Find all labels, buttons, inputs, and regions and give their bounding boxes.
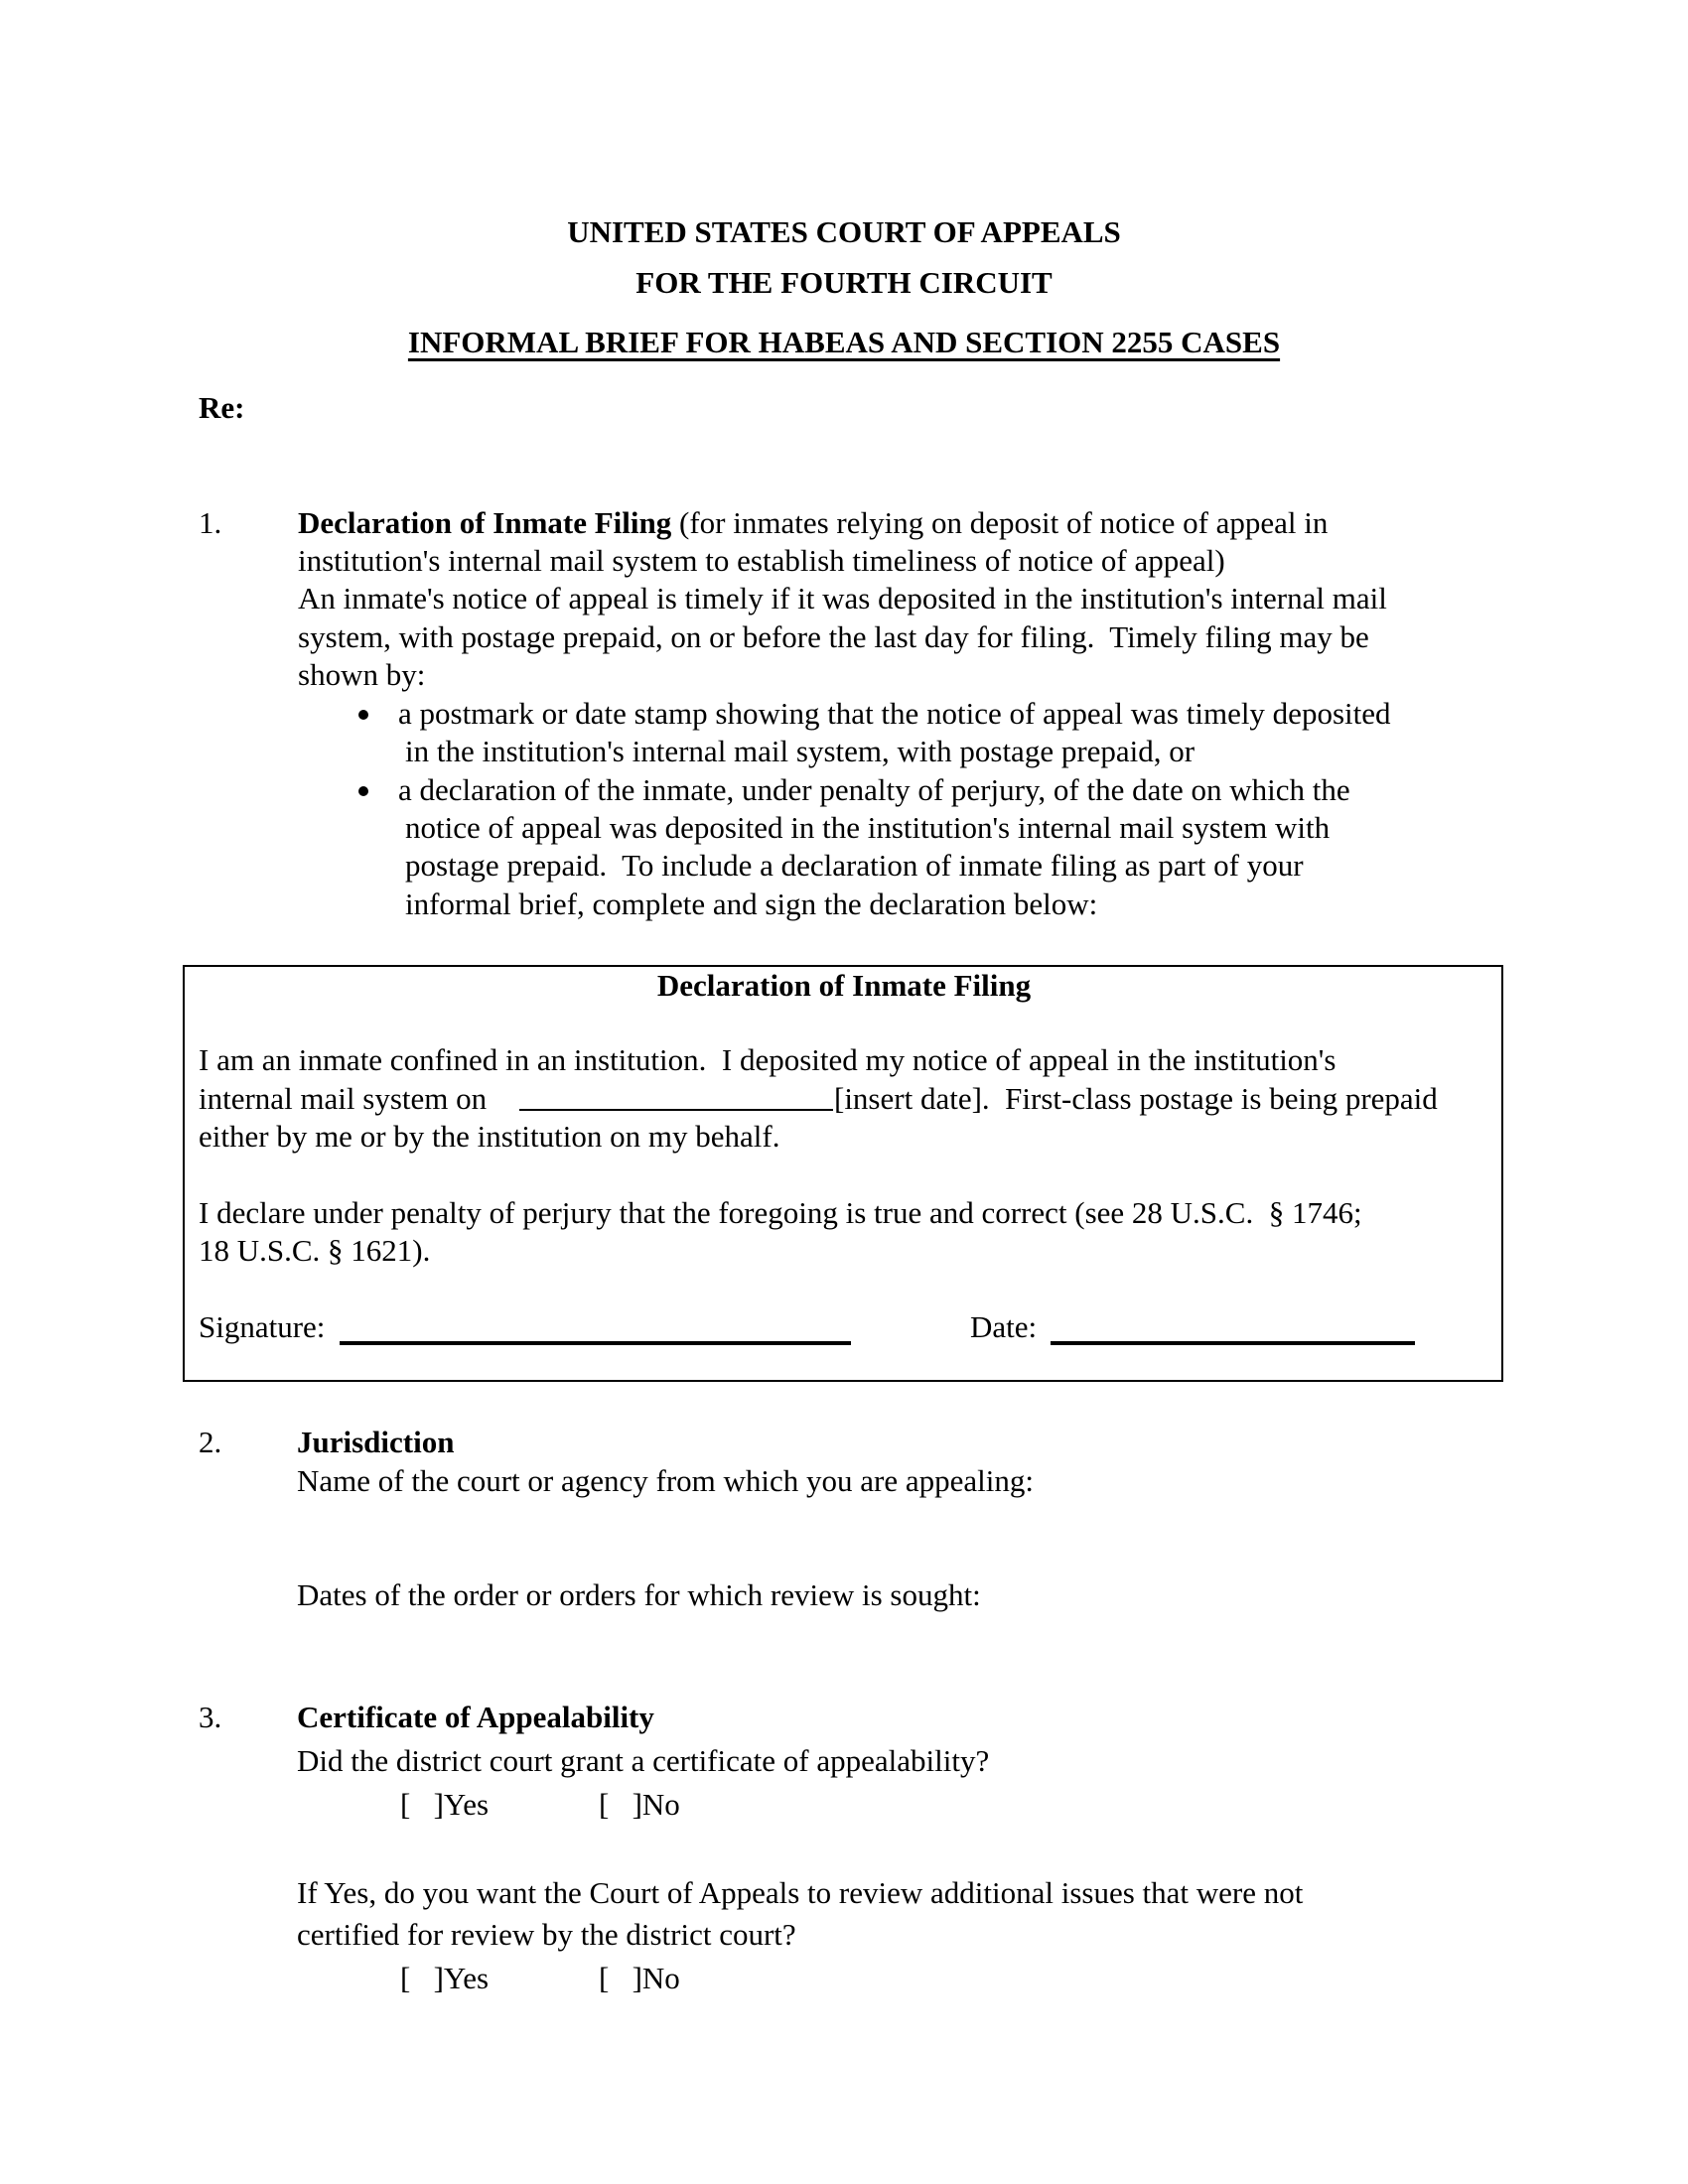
section3-question2-line1: If Yes, do you want the Court of Appeals to review additional issues that were not: [297, 1875, 1304, 1910]
bullet-text: a postmark or date stamp showing that the notice of appeal was timely deposited: [398, 696, 1391, 731]
date-field[interactable]: [1051, 1341, 1415, 1345]
section1-intro-line2: institution's internal mail system to establish timeliness of notice of appeal): [298, 543, 1225, 578]
court-name-line1: UNITED STATES COURT OF APPEALS: [567, 214, 1121, 249]
declaration-para1-line2-start: internal mail system on: [199, 1081, 488, 1116]
coa-granted-no-checkbox[interactable]: [599, 1789, 680, 1820]
section2-title: Jurisdiction: [297, 1425, 455, 1459]
yes-label: Yes: [443, 1787, 490, 1822]
declaration-para2-line1: I declare under penalty of perjury that the foregoing is true and correct (see 28 U.S.C. § 1746;: [199, 1195, 1362, 1230]
bullet-text: postage prepaid. To include a declaration of inmate filing as part of your: [405, 848, 1304, 883]
bullet-text: notice of appeal was deposited in the institution's internal mail system with: [405, 810, 1331, 845]
no-label: No: [641, 1787, 680, 1822]
section1-heading: [298, 507, 1328, 538]
declaration-para1-line3: either by me or by the institution on my behalf.: [199, 1119, 780, 1154]
section1-title: Declaration of Inmate Filing: [298, 505, 672, 540]
bullet-icon: [358, 710, 368, 720]
bullet-text: a declaration of the inmate, under penalty of perjury, of the date on which the: [398, 772, 1350, 807]
section1-intro: (for inmates relying on deposit of notice of appeal in: [671, 505, 1329, 540]
yes-label: Yes: [443, 1961, 490, 1995]
form-title: [0, 327, 1688, 357]
section1-number: 1.: [199, 505, 222, 540]
date-label: Date:: [970, 1309, 1038, 1344]
section3-question2-line2: certified for review by the district court?: [297, 1917, 796, 1952]
checkbox-brackets: [ ]: [599, 1787, 642, 1822]
deposit-date-field[interactable]: [519, 1109, 833, 1111]
checkbox-brackets: [ ]: [400, 1961, 444, 1995]
section3-number: 3.: [199, 1700, 222, 1734]
checkbox-brackets: [ ]: [599, 1961, 642, 1995]
signature-field[interactable]: [340, 1341, 851, 1345]
section2-question2: Dates of the order or orders for which review is sought:: [297, 1577, 981, 1612]
section3-question1: Did the district court grant a certificate of appealability?: [297, 1743, 990, 1778]
form-title-text: INFORMAL BRIEF FOR HABEAS AND SECTION 2255 CASES: [407, 325, 1281, 359]
signature-label: Signature:: [199, 1309, 326, 1344]
bullet-text: in the institution's internal mail system, with postage prepaid, or: [405, 734, 1196, 768]
declaration-para2-line2: 18 U.S.C. § 1621).: [199, 1233, 431, 1268]
no-label: No: [641, 1961, 680, 1995]
declaration-title: Declaration of Inmate Filing: [656, 968, 1032, 1003]
section2-question1: Name of the court or agency from which you are appealing:: [297, 1463, 1034, 1498]
checkbox-brackets: [ ]: [400, 1787, 444, 1822]
section1-body-line: shown by:: [298, 657, 426, 692]
additional-issues-no-checkbox[interactable]: [599, 1963, 680, 1993]
section1-body-line: An inmate's notice of appeal is timely if it was deposited in the institution's internal mail: [298, 581, 1387, 615]
additional-issues-yes-checkbox[interactable]: [400, 1963, 489, 1993]
section2-number: 2.: [199, 1425, 222, 1459]
bullet-icon: [358, 786, 368, 796]
coa-granted-yes-checkbox[interactable]: [400, 1789, 489, 1820]
section1-body-line: system, with postage prepaid, on or before the last day for filing. Timely filing may be: [298, 619, 1369, 654]
section3-title: Certificate of Appealability: [297, 1700, 654, 1734]
bullet-text: informal brief, complete and sign the declaration below:: [405, 887, 1098, 921]
re-label: Re:: [199, 390, 245, 425]
declaration-para1-line2-end: [insert date]. First-class postage is being prepaid: [834, 1081, 1438, 1116]
declaration-para1-line1: I am an inmate confined in an institution. I deposited my notice of appeal in the institution's: [199, 1042, 1336, 1077]
court-name-line2: FOR THE FOURTH CIRCUIT: [635, 265, 1053, 300]
declaration-box: [183, 965, 1503, 1382]
